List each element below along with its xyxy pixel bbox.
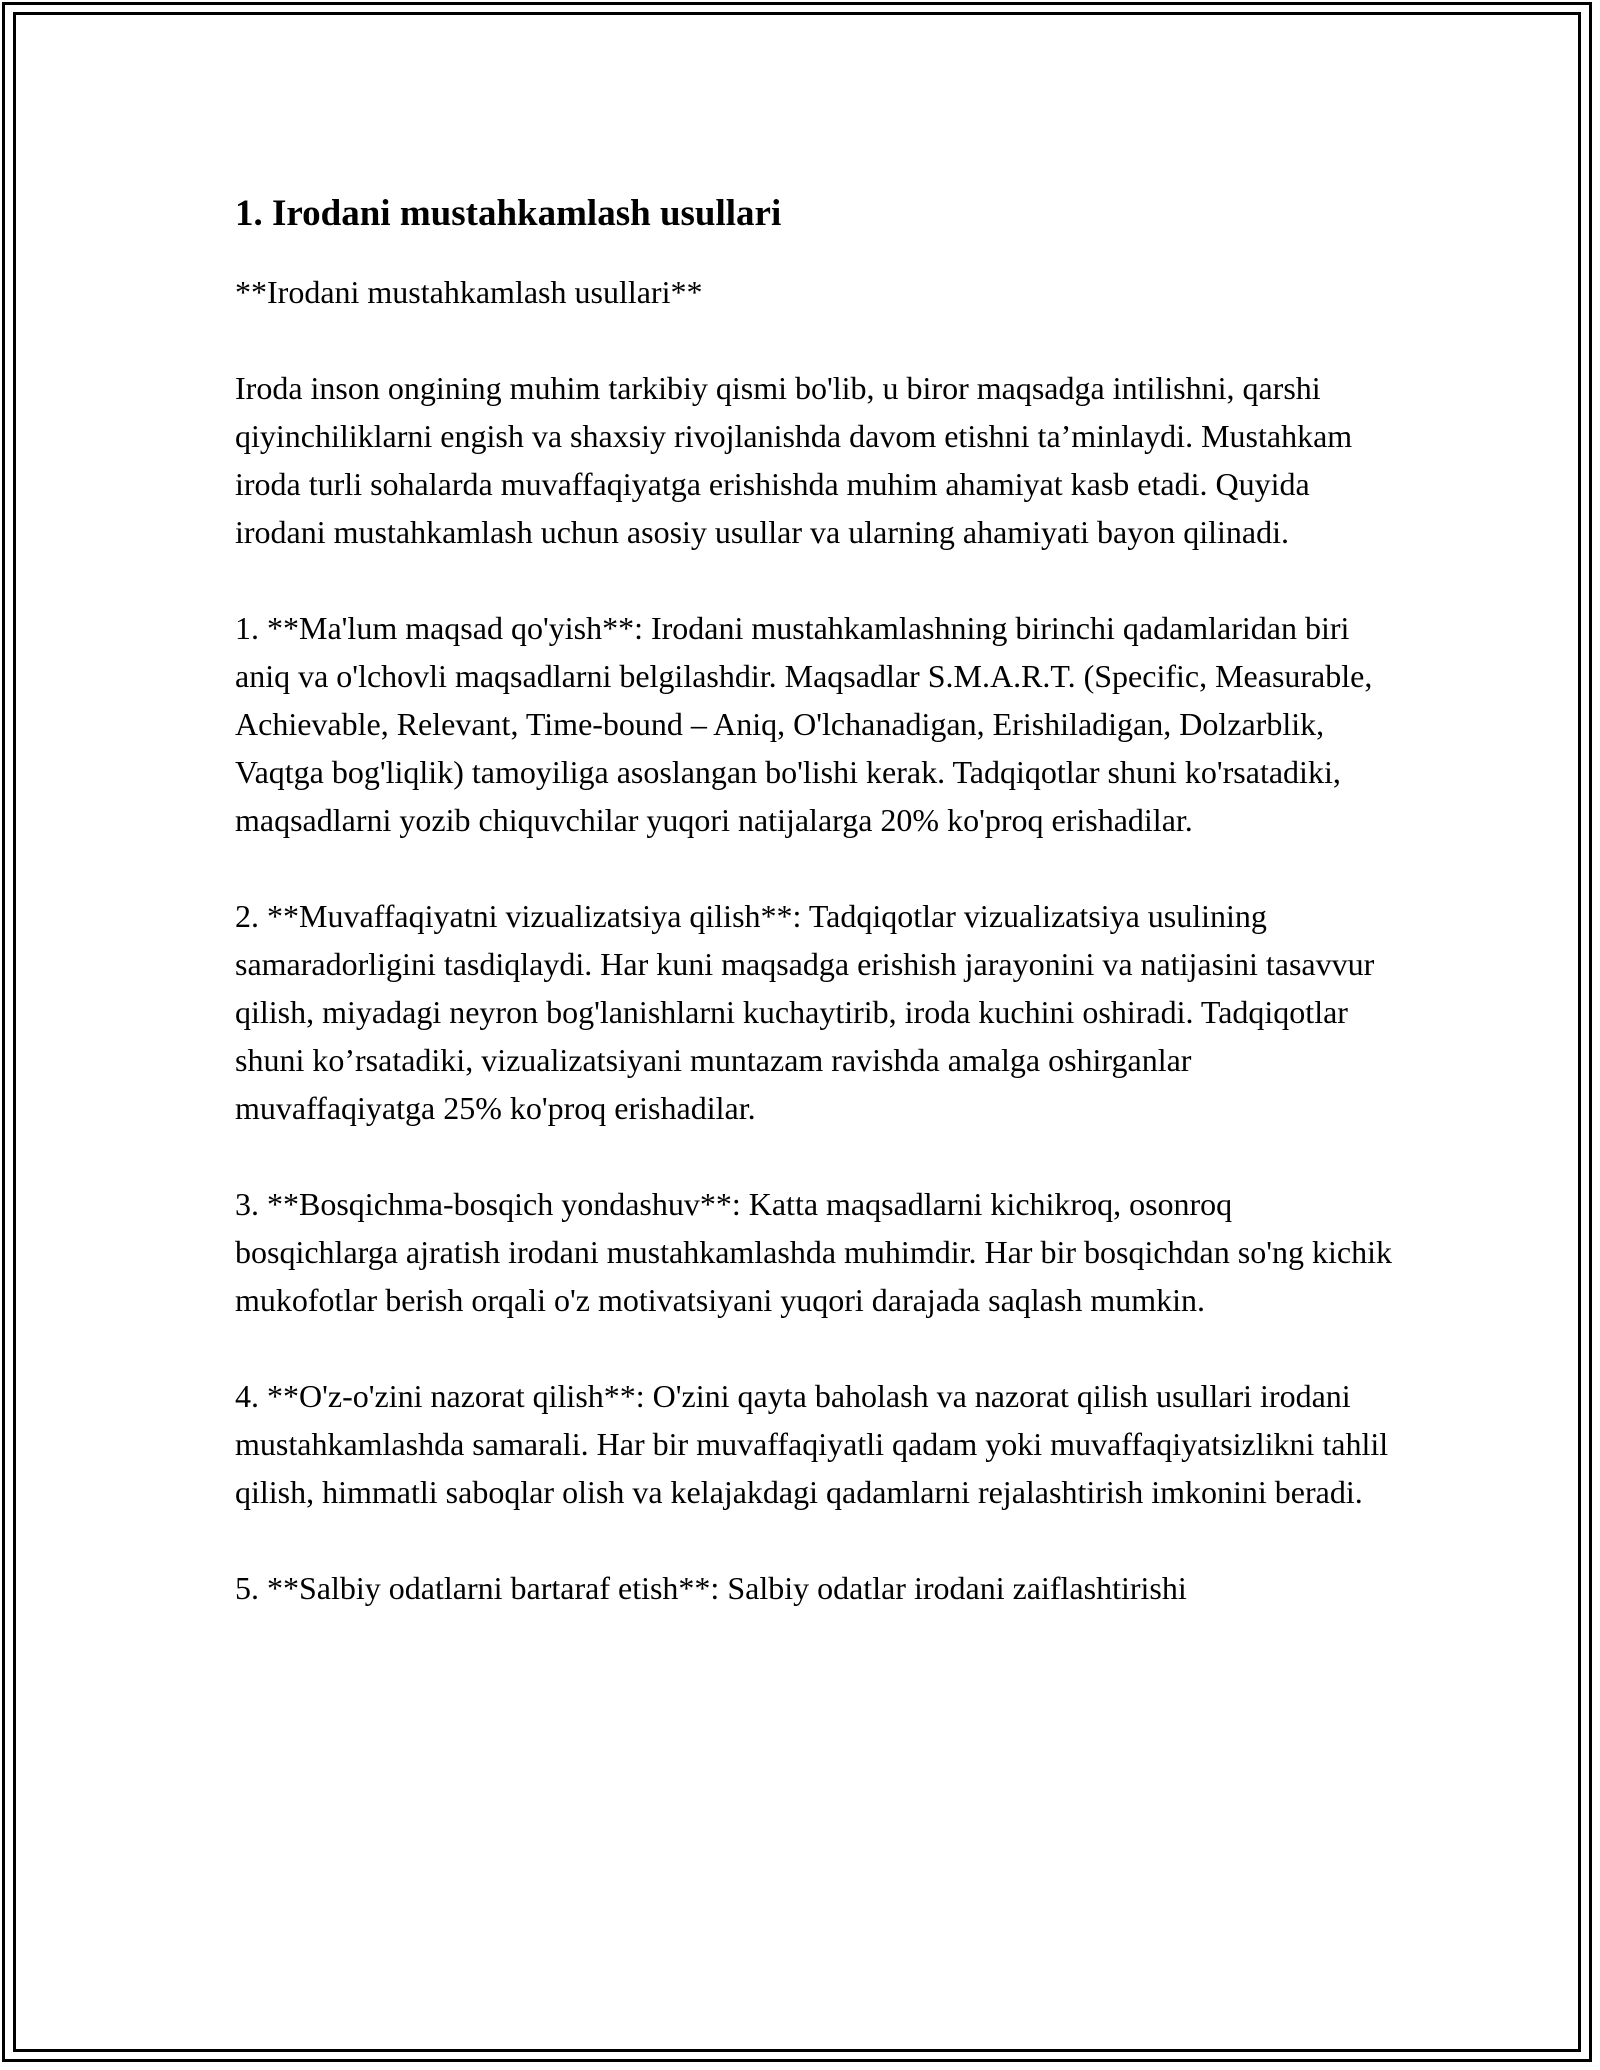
section-heading: 1. Irodani mustahkamlash usullari (235, 193, 782, 234)
document-body (235, 190, 1395, 1660)
list-item-4-paragraph: 4. **O'z-o'zini nazorat qilish**: O'zini qayta baholash va nazorat qilish usullari irodani mustahkamlashda samarali. Har bir muvaffaqiyatli qadam yoki muvaffaqiyatsizlikni tahlil qilish, himmatli saboqlar olish va kelajakdagi qadamlarni rejalashtirish imkonini beradi. (235, 1378, 1389, 1510)
list-item-3-paragraph: 3. **Bosqichma-bosqich yondashuv**: Katta maqsadlarni kichikroq, osonroq bosqichlarga ajratish irodani mustahkamlashda muhimdir. Har bir bosqichdan so'ng kichik mukofotlar berish orqali o'z motivatsiyani yuqori darajada saqlash mumkin. (235, 1186, 1392, 1318)
list-item-2-paragraph: 2. **Muvaffaqiyatni vizualizatsiya qilish**: Tadqiqotlar vizualizatsiya usulining samaradorligini tasdiqlaydi. Har kuni maqsadga erishish jarayonini va natijasini tasavvur qilish, miyadagi neyron bog'lanishlarni kuchaytirib, iroda kuchini oshiradi. Tadqiqotlar shuni ko’rsatadiki, vizualizatsiyani muntazam ravishda amalga oshirganlar muvaffaqiyatga 25% ko'proq erishadilar. (235, 898, 1375, 1126)
subtitle-paragraph: **Irodani mustahkamlash usullari** (235, 274, 703, 310)
intro-paragraph: Iroda inson ongining muhim tarkibiy qismi bo'lib, u biror maqsadga intilishni, qarshi qiyinchiliklarni engish va shaxsiy rivojlanishda davom etishni ta’minlaydi. Mustahkam iroda turli sohalarda muvaffaqiyatga erishishda muhim ahamiyat kasb etadi. Quyida irodani mustahkamlash uchun asosiy usullar va ularning ahamiyati bayon qilinadi. (235, 370, 1353, 550)
list-item-5-paragraph: 5. **Salbiy odatlarni bartaraf etish**: Salbiy odatlar irodani zaiflashtirishi (235, 1570, 1187, 1606)
list-item-1-paragraph: 1. **Ma'lum maqsad qo'yish**: Irodani mustahkamlashning birinchi qadamlaridan biri aniq va o'lchovli maqsadlarni belgilashdir. Maqsadlar S.M.A.R.T. (Specific, Measurable, Achievable, Relevant, Time-bound – Aniq, O'lchanadigan, Erishiladigan, Dolzarblik, Vaqtga bog'liqlik) tamoyiliga asoslangan bo'lishi kerak. Tadqiqotlar shuni ko'rsatadiki, maqsadlarni yozib chiquvchilar yuqori natijalarga 20% ko'proq erishadilar. (235, 610, 1373, 838)
